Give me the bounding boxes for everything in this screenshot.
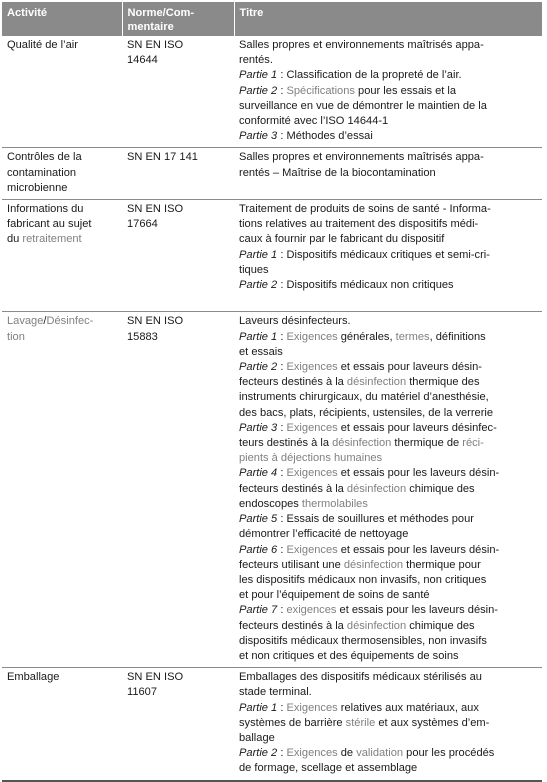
text-segment: ballage [239,731,275,744]
cell-norme [122,200,234,312]
text-segment: Salles propres et environnements maîtrisés appa- [239,151,484,164]
highlighted-term: Exigences [286,701,338,714]
cell-line [239,482,538,497]
cell-line [239,114,538,129]
highlighted-term: Exigences [286,747,338,760]
cell-line [239,129,538,144]
cell-line [239,99,538,114]
highlighted-term: désinfection [346,482,407,495]
cell-line [127,670,230,685]
table-body [2,36,542,781]
standards-table-container [2,2,542,782]
text-segment: et essais pour laveurs désinfec- [337,421,497,434]
text-segment [239,294,242,306]
text-segment: et aux systèmes d’em- [375,716,490,729]
text-segment: fabricant au sujet [7,218,92,231]
text-segment: fecteurs destinés à la [239,482,347,495]
cell-line [127,330,230,345]
text-segment: Laveurs désinfecteurs. [239,315,351,328]
part-label: Partie 2 [239,361,278,374]
text-segment: : [277,543,287,556]
cell-line [239,330,538,345]
highlighted-term: validation [356,747,404,760]
table-row [2,36,542,148]
text-segment: et essais pour les laveurs désin- [337,467,500,480]
text-segment: Qualité de l’air [7,39,78,51]
text-segment: : [277,421,287,434]
text-segment: SN EN ISO [127,315,184,328]
cell-line [7,38,118,53]
text-segment: endoscopes [239,497,302,510]
cell-line [127,314,230,329]
cell-line [127,217,230,232]
cell-line [239,390,538,405]
highlighted-term: désinfection [346,376,407,389]
text-segment: pour les procédés [403,747,495,760]
highlighted-term: désinfection [332,437,392,450]
cell-line [239,150,538,165]
part-label: Partie 7 [239,604,278,617]
text-segment: SN EN ISO [127,39,184,51]
cell-line [127,685,230,700]
cell-norme [122,312,234,668]
text-segment: instruments chirurgicaux, du matériel d’anesthésie, [239,391,489,404]
cell-line [239,68,538,83]
cell-line [239,649,538,664]
text-segment: 14644 [127,54,158,67]
cell-line [239,497,538,512]
text-segment: : [277,361,287,374]
cell-line [7,232,118,247]
text-segment: thermique pour [403,558,481,571]
text-segment: microbienne [7,181,68,194]
text-segment: thermique de [391,437,463,450]
highlighted-term: Exigences [286,421,338,434]
cell-activite [2,668,122,781]
text-segment: systèmes de barrière [239,716,346,729]
cell-titre [234,148,542,200]
text-segment: 17664 [127,218,158,231]
cell-activite [2,148,122,200]
cell-line [7,670,118,685]
cell-line [127,150,230,165]
highlighted-term: réci- [462,437,484,450]
cell-line [239,293,538,308]
text-segment: démontrer l’efficacité de nettoyage [239,528,409,541]
header-activite: Activité [2,2,122,36]
cell-titre [234,668,542,781]
cell-line [239,670,538,685]
cell-line [7,217,118,232]
text-segment: Traitement de produits de soins de santé - Informa- [239,203,491,216]
part-label: Partie 2 [239,747,278,760]
highlighted-term: désinfection [343,558,404,571]
text-segment: tions relatives au traitement des dispositifs médi- [239,218,479,231]
text-segment: : [277,467,287,480]
highlighted-term: Exigences [286,361,338,374]
table-row [2,668,542,781]
part-label: Partie 1 [239,701,278,714]
cell-line [239,166,538,181]
text-segment: chimique des [406,482,475,495]
part-label: Partie 4 [239,467,278,480]
cell-line [7,202,118,217]
text-segment: / [43,315,47,328]
cell-line [127,202,230,217]
cell-line [239,406,538,421]
text-segment: fecteurs destinés à la [239,376,347,389]
highlighted-term: Lavage [7,315,44,328]
text-segment: chimique des [406,619,475,632]
text-segment: et essais [239,345,283,358]
cell-line [239,53,538,68]
cell-line [239,314,538,329]
part-label: Partie 2 [239,84,278,97]
cell-line [239,84,538,99]
text-segment: tiques [239,263,269,276]
text-segment: rentés. [239,54,273,67]
highlighted-term: pients à déjections humaines [239,452,383,465]
cell-line [239,421,538,436]
text-segment: : Classification de la propreté de l’air. [277,69,462,82]
standards-table [2,2,542,782]
text-segment: : [277,604,287,617]
text-segment: fecteurs destinés à la [239,619,347,632]
highlighted-term: exigences [286,604,337,617]
highlighted-term: désinfection [346,619,407,632]
cell-line [127,38,230,53]
text-segment: générales, [337,330,396,343]
text-segment: les dispositifs médicaux non invasifs, non critiques [239,573,487,586]
cell-line [239,360,538,375]
text-segment: SN EN 17 141 [127,151,198,164]
text-segment: de [337,747,357,760]
cell-line [239,202,538,217]
text-segment: SN EN ISO [127,671,184,684]
text-segment: du [7,233,23,246]
text-segment: Emballage [7,671,60,684]
header-titre: Titre [234,2,542,36]
text-segment: : Essais de souillures et méthodes pour [277,513,474,526]
cell-line [7,330,118,345]
header-norme-line-2: mentaire [127,21,174,33]
cell-norme [122,148,234,200]
text-segment: : Méthodes d’essai [277,130,373,143]
cell-line [239,527,538,542]
cell-line [239,466,538,481]
text-segment: pour les essais et la [354,84,457,97]
text-segment: : [277,701,287,714]
highlighted-term: termes [395,330,430,343]
table-row [2,200,542,312]
cell-line [127,53,230,68]
highlighted-term: Spécifications [286,84,355,97]
text-segment: et pour l’équipement de soins de santé [239,589,430,602]
part-label: Partie 1 [239,330,278,343]
cell-line [239,543,538,558]
part-label: Partie 3 [239,421,278,434]
text-segment: et essais pour les laveurs désin- [336,604,499,617]
text-segment: fecteurs utilisant une [239,558,344,571]
cell-line [239,232,538,247]
cell-line [7,166,118,181]
cell-titre [234,312,542,668]
cell-line [7,150,118,165]
text-segment: Salles propres et environnements maîtrisés appa- [239,39,484,51]
cell-line [239,436,538,451]
cell-line [239,278,538,293]
text-segment: stade terminal. [239,686,312,699]
cell-line [239,603,538,618]
text-segment: SN EN ISO [127,203,184,216]
highlighted-term: tion [7,330,25,343]
cell-line [239,375,538,390]
text-segment: caux à fournir par le fabricant du dispositif [239,233,445,246]
part-label: Partie 3 [239,130,278,143]
part-label: Partie 5 [239,513,278,526]
cell-activite [2,36,122,148]
text-segment: : [277,84,287,97]
text-segment: rentés – Maîtrise de la biocontamination [239,166,436,179]
part-label: Partie 1 [239,248,278,261]
cell-norme [122,668,234,781]
text-segment: et essais pour laveurs désin- [337,361,482,374]
text-segment: 15883 [127,330,158,343]
highlighted-term: Exigences [286,543,338,556]
cell-line [239,263,538,278]
text-segment: 11607 [127,686,158,699]
table-header-row [2,2,542,36]
text-segment: : Dispositifs médicaux critiques et semi-cri- [277,248,490,261]
text-segment: conformité avec l’ISO 14644-1 [239,115,389,128]
text-segment: teurs destinés à la [239,437,333,450]
text-segment: : [277,747,287,760]
part-label: Partie 2 [239,279,278,292]
table-row [2,148,542,200]
text-segment: : Dispositifs médicaux non critiques [277,279,454,292]
text-segment: Emballages des dispositifs médicaux stérilisés au [239,671,482,684]
cell-line [7,314,118,329]
text-segment: de formage, scellage et assemblage [239,762,418,775]
cell-line [239,573,538,588]
text-segment: et essais pour les laveurs désin- [337,543,500,556]
text-segment: des bacs, plats, récipients, ustensiles, de la verrerie [239,406,494,419]
text-segment: Contrôles de la [7,151,82,164]
cell-line [239,38,538,53]
cell-titre [234,36,542,148]
cell-line [239,746,538,761]
cell-line [239,685,538,700]
text-segment: dispositifs médicaux thermosensibles, non invasifs [239,634,487,647]
header-norme-line-1: Norme/Com- [127,7,195,19]
text-segment: contamination [7,166,77,179]
cell-line [239,761,538,776]
part-label: Partie 6 [239,543,278,556]
text-segment: et non critiques et des équipements de soins [239,649,459,662]
part-label: Partie 1 [239,69,278,82]
cell-line [239,619,538,634]
cell-line [239,634,538,649]
highlighted-term: thermolabiles [301,497,368,510]
highlighted-term: Exigences [286,467,338,480]
table-row [2,312,542,668]
highlighted-term: Désinfec- [46,315,94,328]
cell-line [239,248,538,263]
cell-line [239,731,538,746]
cell-line [239,345,538,360]
cell-line [239,558,538,573]
text-segment: , définitions [429,330,486,343]
cell-line [7,181,118,196]
text-segment: relatives aux matériaux, aux [337,701,479,714]
cell-norme [122,36,234,148]
cell-activite [2,200,122,312]
cell-line [239,716,538,731]
cell-line [239,512,538,527]
text-segment: Informations du [7,203,84,216]
highlighted-term: retraitement [22,233,82,246]
text-segment: surveillance en vue de démontrer le maintien de la [239,99,487,112]
text-segment: thermique des [406,376,480,389]
cell-line [239,217,538,232]
text-segment: : [277,330,287,343]
cell-line [239,701,538,716]
header-norme [122,2,234,36]
highlighted-term: stérile [345,716,376,729]
highlighted-term: Exigences [286,330,338,343]
cell-titre [234,200,542,312]
cell-line [239,451,538,466]
cell-activite [2,312,122,668]
cell-line [239,588,538,603]
